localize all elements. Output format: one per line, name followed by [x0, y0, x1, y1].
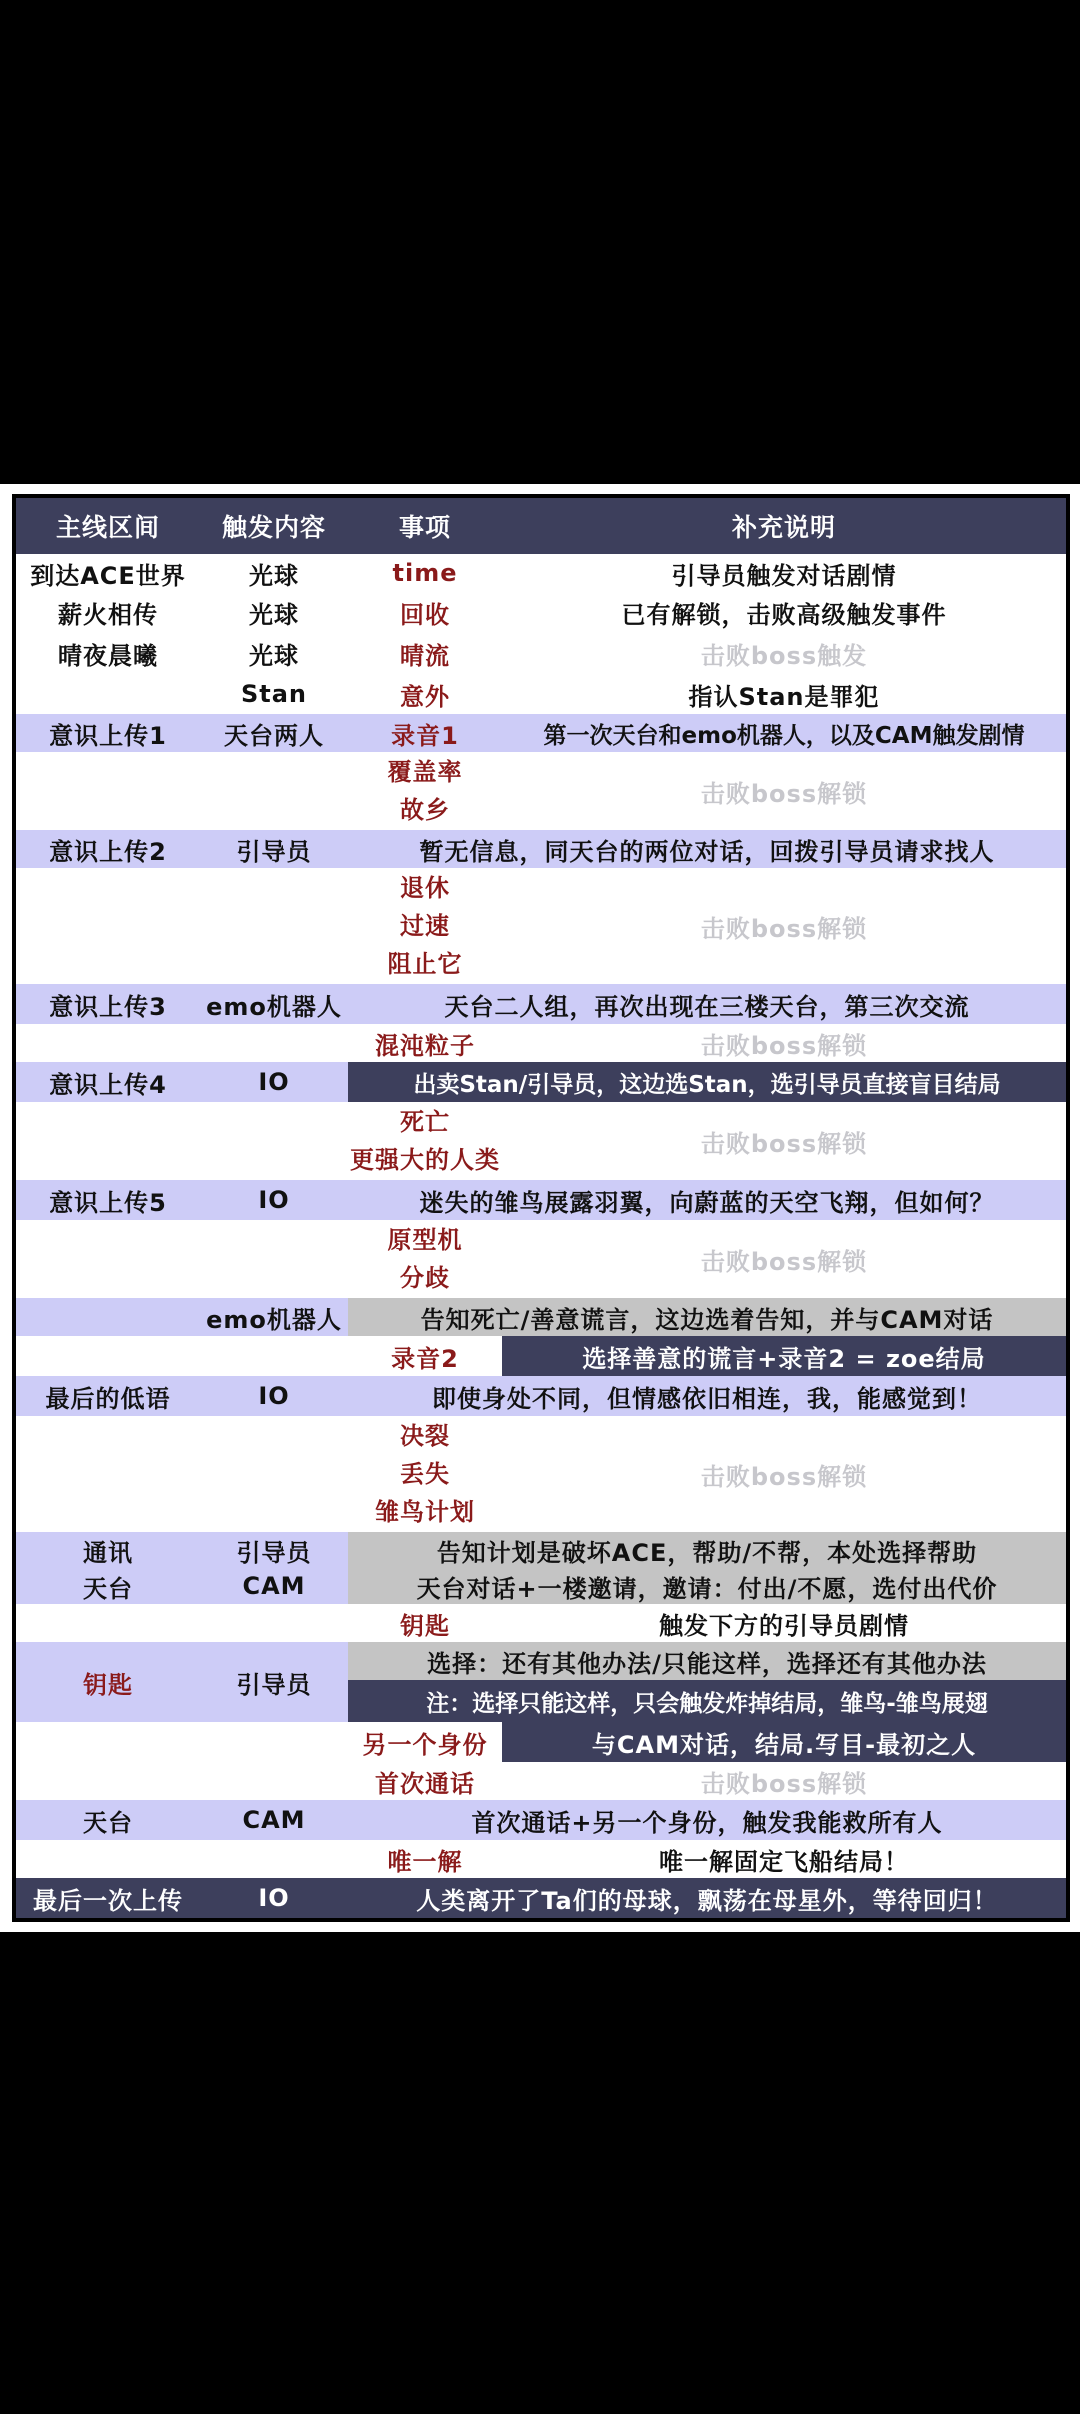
row-trigger: 引导员 [236, 837, 312, 866]
row-section: 意识上传4 [49, 1070, 167, 1099]
table-row [16, 1532, 1066, 1568]
row-note: 首次通话+另一个身份，触发我能救所有人 [471, 1808, 943, 1837]
row-note: 触发下方的引导员剧情 [659, 1611, 909, 1640]
spreadsheet-image [0, 484, 1080, 1932]
row-trigger: 引导员 [236, 1670, 312, 1699]
header-main-section: 主线区间 [55, 513, 160, 542]
row-trigger: IO [258, 1068, 290, 1096]
row-trigger: IO [258, 1884, 290, 1912]
table-row [16, 1062, 1066, 1102]
table-row [16, 752, 1066, 830]
row-trigger: CAM [242, 1806, 306, 1834]
row-item: 过速 [400, 912, 450, 940]
row-item: 另一个身份 [362, 1730, 488, 1759]
row-section: 意识上传1 [49, 721, 167, 750]
row-note: 击败boss解锁 [700, 1769, 868, 1798]
row-item-group [348, 1416, 502, 1532]
table-row [16, 1722, 1066, 1762]
row-note-gray: 选择：还有其他办法/只能这样，选择还有其他办法 [348, 1642, 1066, 1680]
row-item: 阻止它 [387, 950, 463, 978]
row-section: 最后的低语 [45, 1384, 171, 1413]
row-note: 击败boss解锁 [700, 1462, 868, 1491]
row-item: 故乡 [400, 796, 450, 824]
row-section: 意识上传2 [49, 837, 167, 866]
row-trigger: emo机器人 [206, 1305, 342, 1334]
table-row [16, 1024, 1066, 1062]
table-row [16, 1840, 1066, 1878]
table-row [16, 830, 1066, 868]
row-note: 第一次天台和emo机器人，以及CAM触发剧情 [543, 722, 1025, 749]
row-item: 决裂 [400, 1422, 450, 1450]
row-note: 击败boss触发 [700, 641, 868, 670]
table-header-row [16, 498, 1066, 554]
row-item: 原型机 [387, 1226, 463, 1254]
row-item-group [348, 752, 502, 830]
table-row [16, 554, 1066, 592]
row-note: 指认Stan是罪犯 [688, 682, 880, 711]
row-item: 意外 [400, 682, 450, 711]
table-row [16, 1568, 1066, 1604]
row-note: 暂无信息，同天台的两位对话，回拨引导员请求找人 [419, 837, 995, 866]
row-note: 即使身处不同，但情感依旧相连，我，能感觉到！ [432, 1384, 982, 1413]
table-row [16, 1604, 1066, 1642]
header-item: 事项 [398, 513, 451, 542]
row-trigger: IO [258, 1382, 290, 1410]
row-item: 退休 [400, 874, 450, 902]
table-row [16, 1298, 1066, 1336]
table-row [16, 1376, 1066, 1416]
row-note-highlight: 选择善意的谎言+录音2 = zoe结局 [502, 1336, 1066, 1376]
row-note: 引导员触发对话剧情 [671, 561, 897, 590]
table-row [16, 1220, 1066, 1298]
table-row [16, 1416, 1066, 1532]
table-frame [12, 494, 1070, 1922]
row-section: 薪火相传 [58, 600, 158, 629]
row-section: 通讯 [83, 1538, 133, 1567]
row-section: 最后一次上传 [33, 1886, 183, 1915]
row-note-highlight: 与CAM对话，结局.写目-最初之人 [502, 1722, 1066, 1762]
row-trigger: CAM [242, 1572, 306, 1600]
row-item-group [348, 868, 502, 984]
row-note: 迷失的雏鸟展露羽翼，向蔚蓝的天空飞翔，但如何？ [419, 1188, 995, 1217]
row-note: 人类离开了Ta们的母球，飘荡在母星外，等待回归！ [416, 1886, 998, 1915]
row-item: 晴流 [400, 641, 450, 670]
row-trigger: emo机器人 [206, 992, 342, 1021]
row-item: 分歧 [400, 1264, 450, 1292]
row-note-highlight: 出卖Stan/引导员，这边选Stan，选引导员直接盲目结局 [348, 1062, 1066, 1102]
row-item: time [392, 559, 458, 587]
table-row [16, 1102, 1066, 1180]
row-item: 混沌粒子 [375, 1031, 475, 1060]
row-trigger: IO [258, 1186, 290, 1214]
row-item: 覆盖率 [387, 758, 463, 786]
row-item-group [348, 1102, 502, 1180]
story-trigger-table [16, 498, 1066, 1918]
row-item-group [348, 1220, 502, 1298]
row-trigger: 光球 [249, 600, 299, 629]
table-row [16, 592, 1066, 632]
row-note: 击败boss解锁 [700, 914, 868, 943]
row-trigger: 天台两人 [224, 721, 324, 750]
table-row [16, 1878, 1066, 1918]
row-trigger: 光球 [249, 561, 299, 590]
row-item: 钥匙 [400, 1611, 450, 1640]
row-item: 丢失 [400, 1460, 450, 1488]
row-section: 钥匙 [83, 1670, 133, 1699]
row-section: 意识上传5 [49, 1188, 167, 1217]
row-note: 击败boss解锁 [700, 779, 868, 808]
header-notes: 补充说明 [731, 513, 836, 542]
table-row [16, 868, 1066, 984]
row-note-gray: 告知死亡/善意谎言，这边选着告知，并与CAM对话 [348, 1298, 1066, 1336]
table-row [16, 674, 1066, 714]
row-item: 死亡 [400, 1108, 450, 1136]
row-section: 到达ACE世界 [30, 561, 186, 590]
row-note: 唯一解固定飞船结局！ [659, 1847, 909, 1876]
row-note: 击败boss解锁 [700, 1129, 868, 1158]
row-trigger: Stan [240, 680, 308, 708]
row-note: 击败boss解锁 [700, 1031, 868, 1060]
table-row [16, 1180, 1066, 1220]
row-trigger: 光球 [249, 641, 299, 670]
row-item: 首次通话 [375, 1769, 475, 1798]
row-note: 天台二人组，再次出现在三楼天台，第三次交流 [444, 992, 970, 1021]
row-item: 唯一解 [387, 1847, 463, 1876]
table-row [16, 632, 1066, 674]
row-note: 击败boss解锁 [700, 1247, 868, 1276]
row-item: 回收 [400, 600, 450, 629]
table-row [16, 1800, 1066, 1840]
row-note-gray: 天台对话+一楼邀请，邀请：付出/不愿，选付出代价 [348, 1568, 1066, 1604]
row-item: 更强大的人类 [350, 1146, 500, 1174]
row-section: 天台 [83, 1808, 133, 1837]
table-row [16, 714, 1066, 752]
row-item: 雏鸟计划 [375, 1498, 475, 1526]
row-item: 录音2 [391, 1344, 459, 1373]
row-note-gray: 告知计划是破坏ACE，帮助/不帮，本处选择帮助 [348, 1532, 1066, 1568]
row-note-highlight: 注：选择只能这样，只会触发炸掉结局，雏鸟-雏鸟展翅 [348, 1680, 1066, 1722]
row-section: 意识上传3 [49, 992, 167, 1021]
row-item: 录音1 [391, 721, 459, 750]
row-section: 晴夜晨曦 [58, 641, 158, 670]
row-note: 已有解锁，击败高级触发事件 [621, 600, 947, 629]
table-row [16, 1336, 1066, 1376]
row-trigger: 引导员 [236, 1538, 312, 1567]
row-section: 天台 [83, 1574, 133, 1603]
header-trigger: 触发内容 [221, 513, 326, 542]
table-row [16, 1642, 1066, 1722]
table-row [16, 1762, 1066, 1800]
table-row [16, 984, 1066, 1024]
